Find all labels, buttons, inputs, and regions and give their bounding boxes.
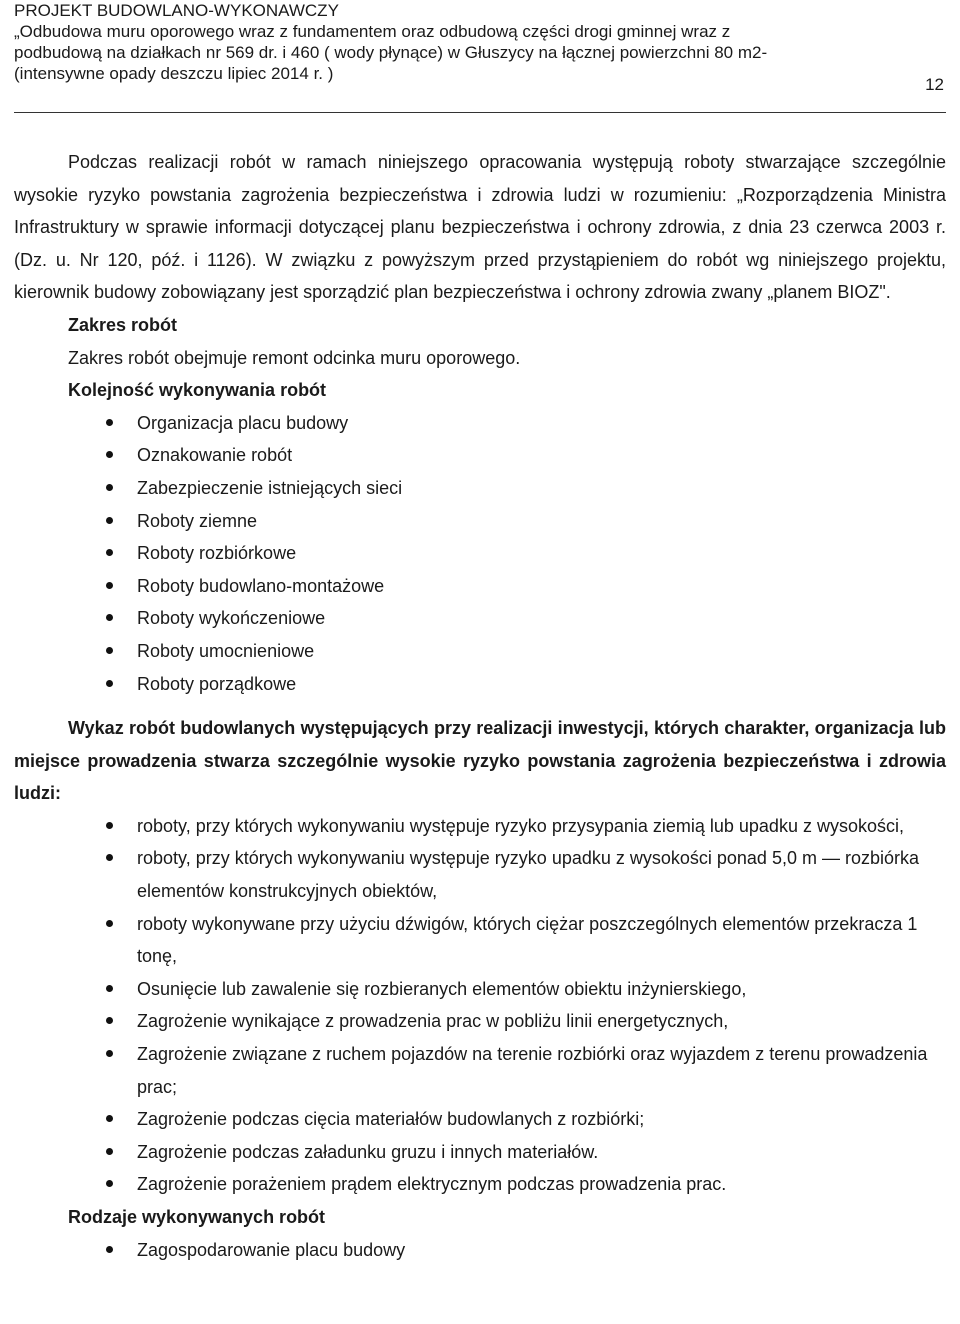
list-item: Zagrożenie związane z ruchem pojazdów na terenie rozbiórki oraz wyjazdem z terenu prowadzenia prac; [137,1038,946,1103]
scope-text: Zakres robót obejmuje remont odcinka muru oporowego. [68,347,521,368]
list-item: roboty wykonywane przy użyciu dźwigów, których ciężar poszczególnych elementów przekracza 1 tonę, [137,908,946,973]
list-item: roboty, przy których wykonywaniu występuje ryzyko upadku z wysokości ponad 5,0 m — rozbiórka elementów konstrukcyjnych obiektów, [137,842,946,907]
intro-paragraph: Podczas realizacji robót w ramach niniejszego opracowania występują roboty stwarzające szczególnie wysokie ryzyko powstania zagrożenia bezpieczeństwa i zdrowia ludzi w rozumieniu: „Rozporządzenia Ministra Infrastruktury w sprawie informacji dotyczącej planu bezpieczeństwa i ochrony zdrowia, z dnia 23 czerwca 2003 r. (Dz. u. Nr 120, póź. i 1126). W związku z powyższym przed przystąpieniem do robót wg niniejszego projektu, kierownik budowy zobowiązany jest sporządzić plan bezpieczeństwa i ochrony zdrowia zwany „planem BIOZ". [14,152,946,303]
page-number: 12 [925,75,944,94]
list-item: Zabezpieczenie istniejących sieci [137,472,946,505]
list-item: Oznakowanie robót [137,439,946,472]
list-item: Zagospodarowanie placu budowy [137,1234,946,1267]
list-item: Zagrożenie podczas cięcia materiałów budowlanych z rozbiórki; [137,1103,946,1136]
list-item: Roboty wykończeniowe [137,602,946,635]
page-body [14,146,946,1266]
project-type: PROJEKT BUDOWLANO-WYKONAWCZY [14,1,339,20]
project-title-line-1: „Odbudowa muru oporowego wraz z fundamentem oraz odbudową części drogi gminnej wraz z [14,22,731,41]
types-list [14,1234,946,1267]
list-item: Roboty umocnieniowe [137,635,946,668]
project-title-line-3: (intensywne opady deszczu lipiec 2014 r. ) [14,64,334,83]
hazards-list [14,810,946,1201]
list-item: Osunięcie lub zawalenie się rozbieranych elementów obiektu inżynierskiego, [137,973,946,1006]
list-item: Organizacja placu budowy [137,407,946,440]
header-divider [14,112,946,113]
order-list [14,407,946,700]
list-item: Roboty porządkowe [137,668,946,701]
types-heading: Rodzaje wykonywanych robót [68,1207,326,1227]
list-item: roboty, przy których wykonywaniu występuje ryzyko przysypania ziemią lub upadku z wysokości, [137,810,946,843]
order-heading: Kolejność wykonywania robót [68,380,327,401]
list-item: Zagrożenie wynikające z prowadzenia prac w pobliżu linii energetycznych, [137,1005,946,1038]
list-item: Roboty ziemne [137,505,946,538]
list-item: Zagrożenie podczas załadunku gruzu i innych materiałów. [137,1136,946,1169]
page-header [14,0,946,84]
list-item: Roboty budowlano-montażowe [137,570,946,603]
hazards-heading [14,712,946,810]
project-title-line-2: podbudową na działkach nr 569 dr. i 460 ( wody płynące) w Głuszycy na łącznej powierzchni 80 m2- [14,43,768,62]
list-item: Roboty rozbiórkowe [137,537,946,570]
scope-heading: Zakres robót [68,314,178,335]
list-item: Zagrożenie porażeniem prądem elektrycznym podczas prowadzenia prac. [137,1168,946,1201]
hazards-heading-text: Wykaz robót budowlanych występujących przy realizacji inwestycji, których charakter, organizacja lub miejsce prowadzenia stwarza szczególnie wysokie ryzyko powstania zagrożenia bezpieczeństwa i zdrowia ludzi: [14,718,946,804]
